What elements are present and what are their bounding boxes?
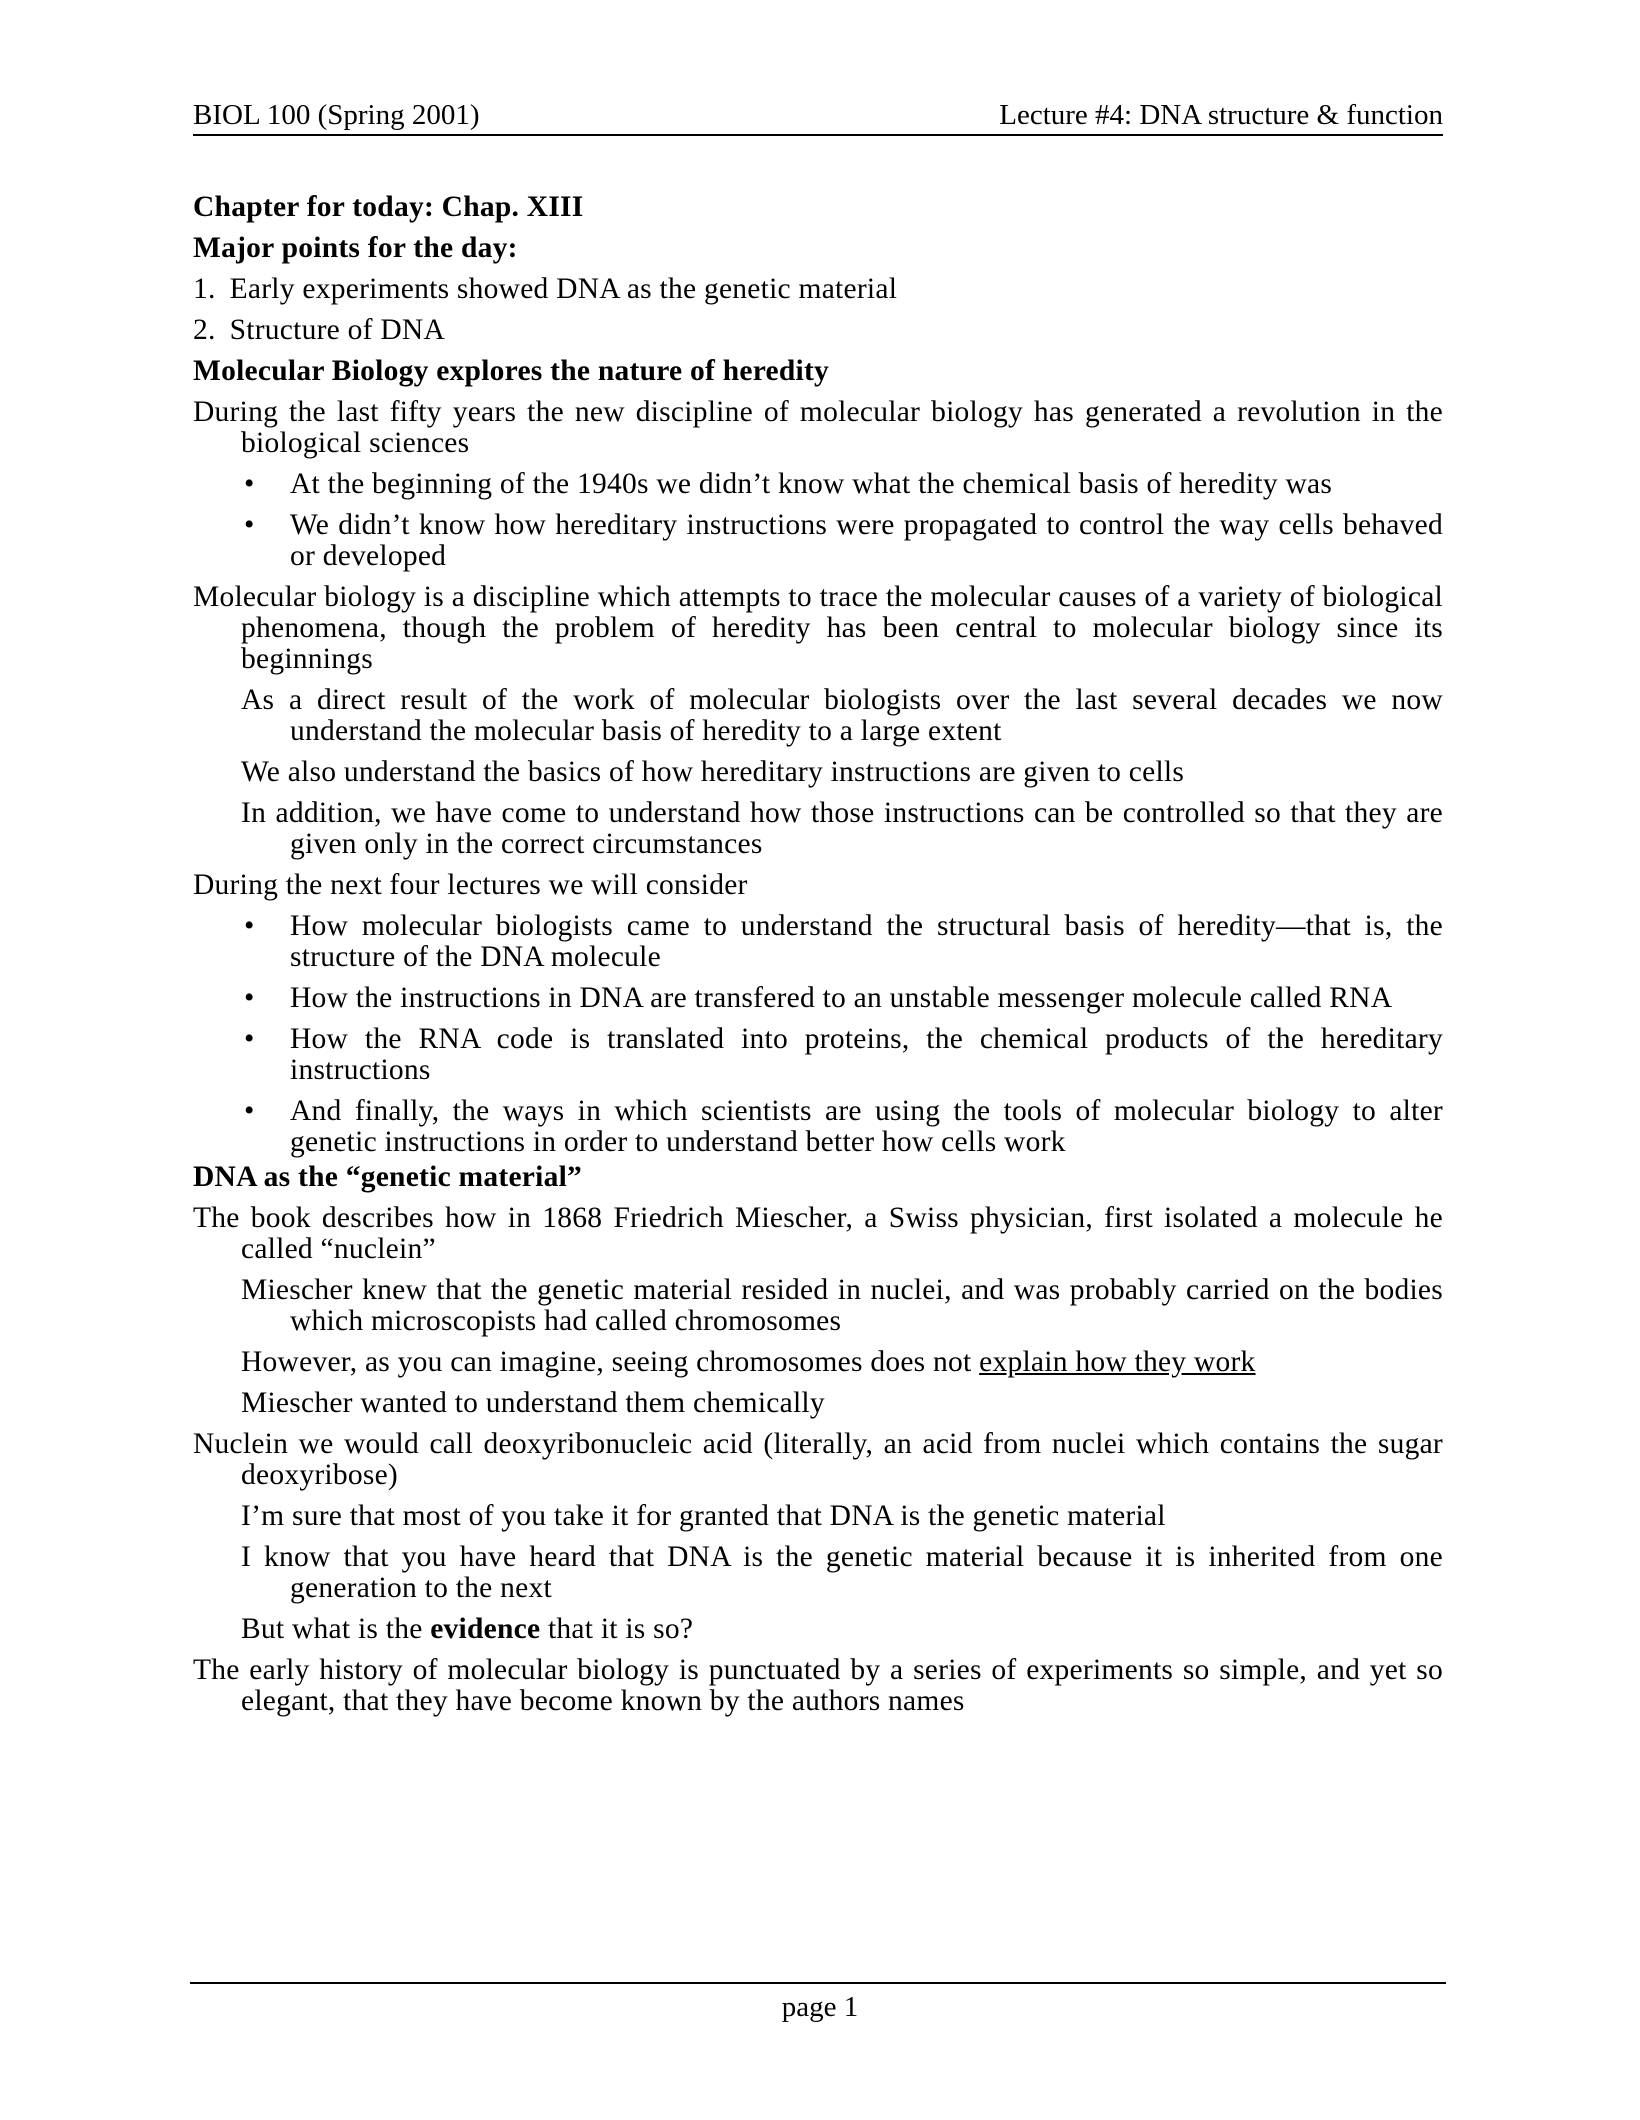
paragraph: The early history of molecular biology is punctuated by a series of experiments so simple, and yet so elegant, that they have become known by the authors names — [193, 1654, 1443, 1717]
bullet-icon: • — [244, 1023, 255, 1055]
sub-paragraph: I know that you have heard that DNA is the genetic material because it is inherited from one generation to the next — [241, 1541, 1443, 1604]
sub-paragraph — [193, 1347, 1443, 1378]
text-span: However, as you can imagine, seeing chromosomes does not — [241, 1346, 980, 1378]
sub-paragraph: Miescher knew that the genetic material resided in nuclei, and was probably carried on the bodies which microscopists had called chromosomes — [241, 1274, 1443, 1337]
major-points-heading: Major points for the day: — [193, 232, 518, 264]
numbered-item — [193, 315, 1443, 346]
paragraph: During the last fifty years the new discipline of molecular biology has generated a revolution in the biological sciences — [193, 396, 1443, 459]
paragraph: During the next four lectures we will consider — [193, 869, 748, 901]
bullet-item — [193, 983, 1443, 1014]
sub-paragraph: Miescher wanted to understand them chemically — [241, 1387, 825, 1419]
bullet-icon: • — [244, 468, 255, 500]
bullet-icon: • — [244, 1095, 255, 1127]
bullet-item — [193, 911, 1443, 973]
bullet-item — [193, 469, 1443, 500]
item-number: 1. — [193, 273, 216, 305]
bullet-text: We didn’t know how hereditary instructions were propagated to control the way cells behaved or developed — [290, 509, 1443, 572]
page-number: page 1 — [781, 1991, 859, 2023]
item-text: Early experiments showed DNA as the genetic material — [229, 273, 898, 305]
sub-paragraph: As a direct result of the work of molecular biologists over the last several decades we now understand the molecular basis of heredity to a large extent — [241, 684, 1443, 747]
sub-paragraph: We also understand the basics of how hereditary instructions are given to cells — [241, 756, 1185, 788]
bullet-text: At the beginning of the 1940s we didn’t know what the chemical basis of heredity was — [290, 468, 1333, 500]
paragraph: The book describes how in 1868 Friedrich Miescher, a Swiss physician, first isolated a molecule he called “nuclein” — [193, 1202, 1443, 1265]
sub-paragraph: In addition, we have come to understand how those instructions can be controlled so that they are given only in the correct circumstances — [241, 797, 1443, 860]
text-span: that it is so? — [540, 1613, 694, 1645]
bullet-icon: • — [244, 910, 255, 942]
bullet-item — [193, 1024, 1443, 1086]
section-heading: Molecular Biology explores the nature of heredity — [193, 355, 830, 387]
bullet-icon: • — [244, 982, 255, 1014]
bullet-text: And finally, the ways in which scientists are using the tools of molecular biology to alter genetic instructions in order to understand better how cells work — [290, 1095, 1443, 1158]
paragraph: Nuclein we would call deoxyribonucleic acid (literally, an acid from nuclei which contains the sugar deoxyribose) — [193, 1428, 1443, 1491]
lecture-title: Lecture #4: DNA structure & function — [999, 99, 1443, 131]
bullet-text: How the instructions in DNA are transfered to an unstable messenger molecule called RNA — [290, 982, 1393, 1014]
document-body — [193, 192, 1443, 1727]
item-number: 2. — [193, 314, 216, 346]
bold-word: evidence — [430, 1613, 541, 1645]
bullet-item — [193, 510, 1443, 572]
page-header — [193, 98, 1443, 136]
sub-paragraph: I’m sure that most of you take it for granted that DNA is the genetic material — [241, 1500, 1166, 1532]
text-span: But what is the — [241, 1613, 431, 1645]
chapter-heading: Chapter for today: Chap. XIII — [193, 191, 584, 223]
course-title: BIOL 100 (Spring 2001) — [193, 99, 480, 131]
underlined-phrase: explain how they work — [979, 1346, 1256, 1378]
bullet-item — [193, 1096, 1443, 1158]
bullet-icon: • — [244, 509, 255, 541]
item-text: Structure of DNA — [229, 314, 445, 346]
footer-rule — [190, 1982, 1446, 1984]
paragraph: Molecular biology is a discipline which attempts to trace the molecular causes of a variety of biological phenomena, though the problem of heredity has been central to molecular biology since its beginnings — [193, 581, 1443, 675]
section-heading: DNA as the “genetic material” — [193, 1161, 583, 1193]
numbered-item — [193, 274, 1443, 305]
sub-paragraph — [193, 1614, 1443, 1645]
bullet-text: How molecular biologists came to understand the structural basis of heredity—that is, the structure of the DNA molecule — [290, 910, 1443, 973]
bullet-text: How the RNA code is translated into proteins, the chemical products of the hereditary instructions — [290, 1023, 1443, 1086]
